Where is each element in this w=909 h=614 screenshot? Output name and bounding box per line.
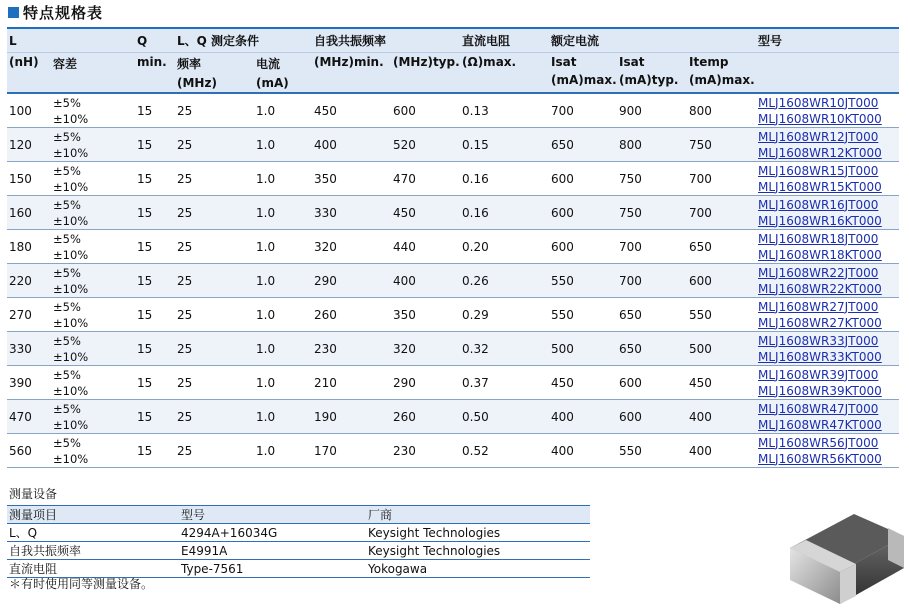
part-number-link[interactable]: MLJ1608WR56JT000 — [758, 435, 879, 450]
srf-min-cell: 350 — [312, 162, 391, 196]
tolerance-cell — [51, 298, 135, 332]
tolerance-cell — [51, 93, 135, 128]
tolerance-value: ±10% — [53, 315, 89, 330]
part-number-link[interactable]: MLJ1608WR39KT000 — [758, 383, 882, 398]
rdc-cell: 0.52 — [460, 434, 549, 468]
part-number-link[interactable]: MLJ1608WR27JT000 — [758, 299, 879, 314]
srf-typ-cell: 400 — [391, 264, 460, 298]
col-tol-header: 容差 — [51, 53, 135, 94]
cur-cell: 1.0 — [254, 230, 312, 264]
table-row — [7, 93, 899, 128]
meas-item-cell: L、Q — [7, 524, 179, 542]
itemp-cell: 400 — [687, 434, 756, 468]
page-title — [8, 2, 103, 22]
table-row — [7, 230, 899, 264]
cur-cell: 1.0 — [254, 400, 312, 434]
table-row — [7, 298, 899, 332]
part-number-link[interactable]: MLJ1608WR56KT000 — [758, 451, 882, 466]
col-rdc-max: (Ω)max. — [460, 53, 549, 94]
cur-cell: 1.0 — [254, 332, 312, 366]
col-q-unit: min. — [135, 53, 175, 94]
tolerance-cell — [51, 264, 135, 298]
freq-cell: 25 — [175, 264, 254, 298]
q-cell: 15 — [135, 162, 175, 196]
page-title-text: 特点规格表 — [23, 3, 104, 22]
part-number-link[interactable]: MLJ1608WR18KT000 — [758, 247, 882, 262]
tolerance-cell — [51, 366, 135, 400]
itemp-cell: 700 — [687, 162, 756, 196]
isat-typ-cell: 750 — [617, 162, 687, 196]
L-cell: 150 — [7, 162, 51, 196]
rdc-cell: 0.29 — [460, 298, 549, 332]
part-number-link[interactable]: MLJ1608WR12KT000 — [758, 145, 882, 160]
part-number-link[interactable]: MLJ1608WR33JT000 — [758, 333, 879, 348]
itemp-cell: 500 — [687, 332, 756, 366]
table-row — [7, 128, 899, 162]
part-number-link[interactable]: MLJ1608WR15KT000 — [758, 179, 882, 194]
q-cell: 15 — [135, 434, 175, 468]
srf-typ-cell: 600 — [391, 93, 460, 128]
measurement-header-row — [7, 506, 590, 524]
part-number-link[interactable]: MLJ1608WR39JT000 — [758, 367, 879, 382]
col-srf-typ: (MHz)typ. — [391, 53, 460, 94]
rdc-cell: 0.20 — [460, 230, 549, 264]
L-cell: 470 — [7, 400, 51, 434]
L-cell: 120 — [7, 128, 51, 162]
tolerance-value: ±5% — [53, 265, 81, 280]
srf-min-cell: 330 — [312, 196, 391, 230]
table-row — [7, 196, 899, 230]
col-isat-typ: Isat (mA)typ. — [617, 53, 687, 94]
tolerance-cell — [51, 332, 135, 366]
q-cell: 15 — [135, 128, 175, 162]
meas-item-cell: 直流电阻 — [7, 560, 179, 578]
tolerance-cell — [51, 162, 135, 196]
L-cell: 220 — [7, 264, 51, 298]
freq-cell: 25 — [175, 196, 254, 230]
itemp-cell: 750 — [687, 128, 756, 162]
isat-typ-cell: 650 — [617, 332, 687, 366]
q-cell: 15 — [135, 366, 175, 400]
q-cell: 15 — [135, 196, 175, 230]
tolerance-cell — [51, 128, 135, 162]
rdc-cell: 0.37 — [460, 366, 549, 400]
part-number-cell — [756, 128, 899, 162]
freq-cell: 25 — [175, 332, 254, 366]
part-number-link[interactable]: MLJ1608WR16JT000 — [758, 197, 879, 212]
itemp-cell: 600 — [687, 264, 756, 298]
measurement-row — [7, 524, 590, 542]
tolerance-value: ±5% — [53, 299, 81, 314]
freq-cell: 25 — [175, 93, 254, 128]
isat-max-cell: 400 — [549, 434, 617, 468]
tolerance-value: ±5% — [53, 129, 81, 144]
part-number-link[interactable]: MLJ1608WR12JT000 — [758, 129, 879, 144]
tolerance-value: ±5% — [53, 95, 81, 110]
q-cell: 15 — [135, 298, 175, 332]
part-number-link[interactable]: MLJ1608WR27KT000 — [758, 315, 882, 330]
srf-min-cell: 320 — [312, 230, 391, 264]
meas-item-header: 测量项目 — [7, 506, 179, 524]
part-number-link[interactable]: MLJ1608WR16KT000 — [758, 213, 882, 228]
table-row — [7, 264, 899, 298]
isat-max-cell: 600 — [549, 230, 617, 264]
L-cell: 560 — [7, 434, 51, 468]
isat-typ-cell: 550 — [617, 434, 687, 468]
srf-min-cell: 450 — [312, 93, 391, 128]
meas-maker-header: 厂商 — [366, 506, 590, 524]
srf-typ-cell: 320 — [391, 332, 460, 366]
tolerance-cell — [51, 434, 135, 468]
srf-typ-cell: 440 — [391, 230, 460, 264]
isat-typ-cell: 900 — [617, 93, 687, 128]
srf-typ-cell: 520 — [391, 128, 460, 162]
part-number-cell — [756, 298, 899, 332]
isat-typ-cell: 750 — [617, 196, 687, 230]
srf-min-cell: 400 — [312, 128, 391, 162]
srf-min-cell: 190 — [312, 400, 391, 434]
L-cell: 330 — [7, 332, 51, 366]
tolerance-value: ±5% — [53, 231, 81, 246]
tolerance-value: ±10% — [53, 145, 89, 160]
part-number-link[interactable]: MLJ1608WR47JT000 — [758, 401, 879, 416]
tolerance-value: ±5% — [53, 333, 81, 348]
isat-max-cell: 600 — [549, 162, 617, 196]
srf-min-cell: 260 — [312, 298, 391, 332]
part-number-cell — [756, 264, 899, 298]
col-l-header: L — [7, 29, 51, 53]
col-rated-header: 额定电流 — [549, 29, 756, 53]
tolerance-value: ±5% — [53, 367, 81, 382]
tolerance-cell — [51, 196, 135, 230]
itemp-cell: 450 — [687, 366, 756, 400]
part-number-cell — [756, 93, 899, 128]
freq-cell: 25 — [175, 434, 254, 468]
freq-cell: 25 — [175, 230, 254, 264]
part-number-link[interactable]: MLJ1608WR15JT000 — [758, 163, 879, 178]
srf-min-cell: 170 — [312, 434, 391, 468]
isat-typ-cell: 700 — [617, 230, 687, 264]
L-cell: 180 — [7, 230, 51, 264]
table-row — [7, 332, 899, 366]
table-row — [7, 400, 899, 434]
tolerance-value: ±10% — [53, 383, 89, 398]
col-part-header: 型号 — [756, 29, 899, 53]
meas-model-cell: Type-7561 — [179, 560, 366, 578]
L-cell: 270 — [7, 298, 51, 332]
srf-typ-cell: 290 — [391, 366, 460, 400]
meas-maker-cell: Keysight Technologies — [366, 542, 590, 560]
col-l-unit: (nH) — [7, 53, 51, 94]
srf-typ-cell: 350 — [391, 298, 460, 332]
rdc-cell: 0.32 — [460, 332, 549, 366]
freq-cell: 25 — [175, 162, 254, 196]
srf-typ-cell: 230 — [391, 434, 460, 468]
cur-cell: 1.0 — [254, 434, 312, 468]
tolerance-value: ±10% — [53, 349, 89, 364]
part-number-cell — [756, 230, 899, 264]
title-square-icon — [8, 7, 19, 18]
srf-typ-cell: 260 — [391, 400, 460, 434]
L-cell: 100 — [7, 93, 51, 128]
cur-cell: 1.0 — [254, 196, 312, 230]
cur-cell: 1.0 — [254, 162, 312, 196]
chip-inductor-icon — [782, 506, 909, 608]
meas-model-cell: 4294A+16034G — [179, 524, 366, 542]
measurement-row — [7, 542, 590, 560]
tolerance-cell — [51, 230, 135, 264]
isat-max-cell: 500 — [549, 332, 617, 366]
isat-typ-cell: 700 — [617, 264, 687, 298]
col-srf-header: 自我共振频率 — [312, 29, 460, 53]
tolerance-value: ±10% — [53, 451, 89, 466]
srf-min-cell: 210 — [312, 366, 391, 400]
meas-maker-cell: Keysight Technologies — [366, 524, 590, 542]
meas-model-header: 型号 — [179, 506, 366, 524]
tolerance-value: ±5% — [53, 197, 81, 212]
cur-cell: 1.0 — [254, 264, 312, 298]
part-number-cell — [756, 434, 899, 468]
srf-typ-cell: 450 — [391, 196, 460, 230]
isat-max-cell: 650 — [549, 128, 617, 162]
table-row — [7, 366, 899, 400]
cur-cell: 1.0 — [254, 128, 312, 162]
isat-max-cell: 550 — [549, 264, 617, 298]
srf-min-cell: 230 — [312, 332, 391, 366]
rdc-cell: 0.16 — [460, 162, 549, 196]
cur-cell: 1.0 — [254, 298, 312, 332]
cur-cell: 1.0 — [254, 366, 312, 400]
freq-cell: 25 — [175, 400, 254, 434]
L-cell: 160 — [7, 196, 51, 230]
isat-max-cell: 450 — [549, 366, 617, 400]
srf-min-cell: 290 — [312, 264, 391, 298]
part-number-cell — [756, 162, 899, 196]
tolerance-value: ±10% — [53, 111, 89, 126]
isat-max-cell: 700 — [549, 93, 617, 128]
tolerance-value: ±10% — [53, 179, 89, 194]
freq-cell: 25 — [175, 128, 254, 162]
col-isat-max: Isat (mA)max. — [549, 53, 617, 94]
spec-header-row-1 — [7, 29, 899, 53]
spec-header-row-2 — [7, 53, 899, 94]
col-cur-header: 电流 (mA) — [254, 53, 312, 94]
tolerance-value: ±10% — [53, 417, 89, 432]
rdc-cell: 0.13 — [460, 93, 549, 128]
itemp-cell: 800 — [687, 93, 756, 128]
part-number-cell — [756, 332, 899, 366]
part-number-link[interactable]: MLJ1608WR10JT000 — [758, 95, 879, 110]
part-number-link[interactable]: MLJ1608WR10KT000 — [758, 111, 882, 126]
L-cell: 390 — [7, 366, 51, 400]
freq-cell: 25 — [175, 298, 254, 332]
freq-cell: 25 — [175, 366, 254, 400]
q-cell: 15 — [135, 264, 175, 298]
isat-max-cell: 400 — [549, 400, 617, 434]
rdc-cell: 0.50 — [460, 400, 549, 434]
part-number-cell — [756, 400, 899, 434]
tolerance-value: ±10% — [53, 247, 89, 262]
isat-max-cell: 600 — [549, 196, 617, 230]
isat-typ-cell: 600 — [617, 400, 687, 434]
itemp-cell: 700 — [687, 196, 756, 230]
rdc-cell: 0.16 — [460, 196, 549, 230]
isat-typ-cell: 600 — [617, 366, 687, 400]
itemp-cell: 650 — [687, 230, 756, 264]
isat-max-cell: 550 — [549, 298, 617, 332]
col-srf-min: (MHz)min. — [312, 53, 391, 94]
q-cell: 15 — [135, 332, 175, 366]
spec-table — [7, 29, 899, 468]
rdc-cell: 0.15 — [460, 128, 549, 162]
col-cond-header: L、Q 测定条件 — [175, 29, 312, 53]
tolerance-value: ±10% — [53, 213, 89, 228]
tolerance-value: ±10% — [53, 281, 89, 296]
rdc-cell: 0.26 — [460, 264, 549, 298]
q-cell: 15 — [135, 93, 175, 128]
part-number-cell — [756, 366, 899, 400]
measurement-table — [7, 505, 590, 578]
isat-typ-cell: 800 — [617, 128, 687, 162]
meas-model-cell: E4991A — [179, 542, 366, 560]
tolerance-value: ±5% — [53, 435, 81, 450]
meas-maker-cell: Yokogawa — [366, 560, 590, 578]
part-number-link[interactable]: MLJ1608WR47KT000 — [758, 417, 882, 432]
itemp-cell: 400 — [687, 400, 756, 434]
cur-cell: 1.0 — [254, 93, 312, 128]
measurement-note: ＊有时使用同等测量设备。 — [9, 577, 154, 591]
table-row — [7, 162, 899, 196]
itemp-cell: 550 — [687, 298, 756, 332]
part-number-link[interactable]: MLJ1608WR33KT000 — [758, 349, 882, 364]
q-cell: 15 — [135, 230, 175, 264]
tolerance-cell — [51, 400, 135, 434]
col-itemp: Itemp (mA)max. — [687, 53, 756, 94]
q-cell: 15 — [135, 400, 175, 434]
part-number-link[interactable]: MLJ1608WR22KT000 — [758, 281, 882, 296]
measurement-title: 测量设备 — [9, 487, 58, 501]
col-rdc-header: 直流电阻 — [460, 29, 549, 53]
part-number-link[interactable]: MLJ1608WR22JT000 — [758, 265, 879, 280]
table-row — [7, 434, 899, 468]
srf-typ-cell: 470 — [391, 162, 460, 196]
col-freq-header: 频率 (MHz) — [175, 53, 254, 94]
tolerance-value: ±5% — [53, 401, 81, 416]
isat-typ-cell: 650 — [617, 298, 687, 332]
part-number-cell — [756, 196, 899, 230]
col-q-header: Q — [135, 29, 175, 53]
part-number-link[interactable]: MLJ1608WR18JT000 — [758, 231, 879, 246]
tolerance-value: ±5% — [53, 163, 81, 178]
meas-item-cell: 自我共振频率 — [7, 542, 179, 560]
